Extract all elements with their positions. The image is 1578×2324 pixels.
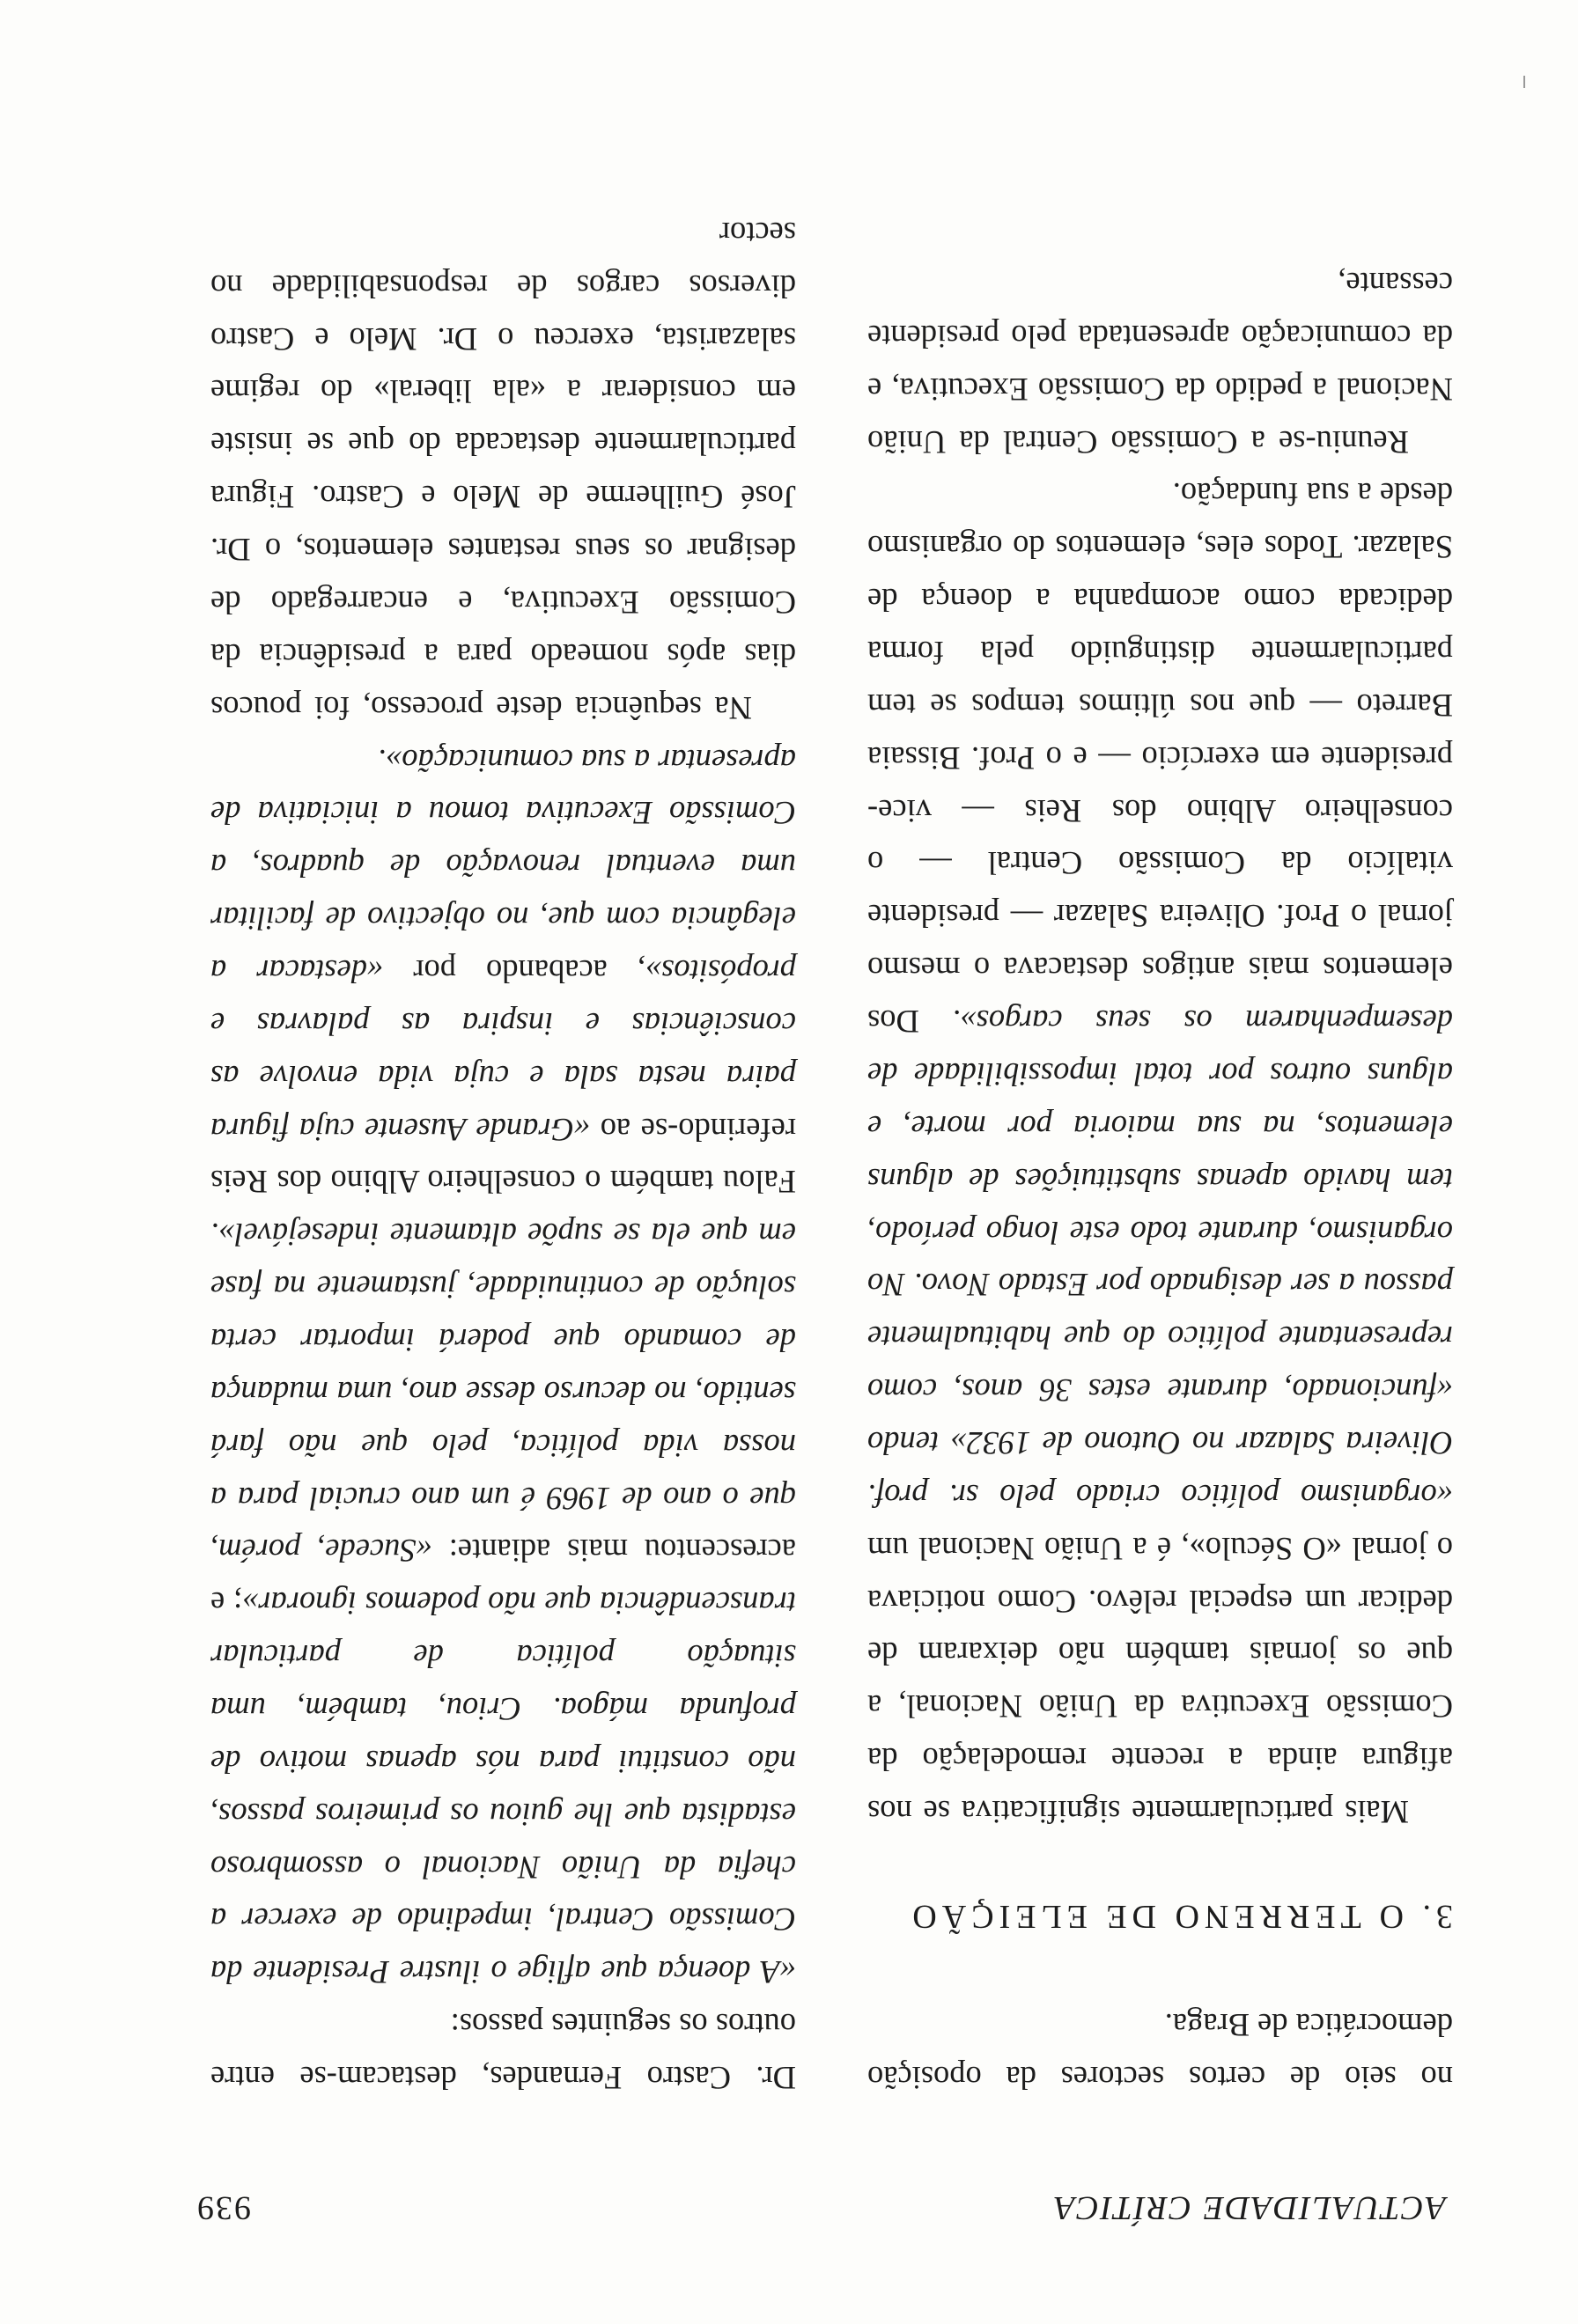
paragraph-text: Dos elementos mais antigos destacava o mesmo jornal o Prof. Oliveira Salazar — presidente vitalício da Comissão Central — o conselheiro Albino dos Reis — vice-presidente em exercício — e o Prof. Bissaia Barreto — que nos últimos tempos se tem particularmente distinguido pela forma dedicada como acompanha a doença de Salazar. Todos eles, elementos do organismo desde a sua fundação. bbox=[867, 476, 1453, 1041]
paragraph-text: Mais particularmente significativa se nos afigura ainda a recente remodelação da Comissão Executiva da União Nacional, a que os jornais também não deixaram de dedicar um especial relêvo. Como noticiava o jornal «O Século», é a União Nacional um bbox=[867, 1530, 1453, 1830]
quotation: «Sucede, porém, que o ano de 1969 é um ano crucial para a nossa vida política, pelo que não fará sentido, no decurso desse ano, uma mudança de comando que poderá importar certa solução de continuidade, justamente na fase em que ela se supõe altamente indesejável». bbox=[210, 1217, 796, 1570]
paragraph-text: , acabando por bbox=[383, 952, 645, 989]
paragraph: Na sequência deste processo, foi poucos dias após nomeado para a presidência da Comissão Executiva, e encarregado de designar os seus restantes elementos, o Dr. José Guilherme de Melo e Castro. Figura particularmente destacada do que se insiste em considerar a «ala liberal» do regime salazarista, exerceu o Dr. Melo e Castro diversos cargos de responsabilidade no sector bbox=[210, 215, 796, 726]
paragraph: Reuniu-se a Comissão Central da União Nacional a pedido da Comissão Executiva, e da comunicação apresentada pelo presidente cessante, bbox=[867, 266, 1453, 460]
paragraph-text: Falou também o conselheiro Albino dos Reis referindo-se ao bbox=[210, 1111, 796, 1201]
running-title: ACTUALIDADE CRÍTICA bbox=[1052, 2189, 1446, 2226]
quotation: «Grande Ausente cuja figura paira nesta sala e cuja vida envolve as consciências e inspira as palavras e propósitos» bbox=[210, 952, 796, 1148]
paragraph-continuation: Dr. Castro Fernandes, destacam-se entre outros os seguintes passos: bbox=[210, 2007, 796, 2096]
quotation: «destacar a elegância com que, no objectivo de facilitar uma eventual renovação de quadros, a Comissão Executiva tomou a iniciativa de apresentar a sua comunicação». bbox=[210, 742, 796, 989]
scan-mark bbox=[1523, 76, 1525, 88]
section-heading: 3. O TERRENO DE ELEIÇÃO bbox=[907, 1898, 1453, 1936]
page-number: 939 bbox=[195, 2189, 251, 2226]
left-column bbox=[867, 257, 1453, 2104]
page-header bbox=[195, 2183, 1446, 2227]
paragraph-text: ; e acrescentou mais adiante: bbox=[210, 1533, 796, 1622]
paragraph-continuation: no seio de certos sectores da oposição democrática de Braga. bbox=[867, 2007, 1453, 2096]
quotation: «A doença que aflige o ilustre Presidente da Comissão Central, impedindo de exercer a chefia da União Nacional o assombroso estadista que lhe guiou os primeiros passos, não constitui para nós apenas motivo de profunda mágoa. Criou, também, uma situação política de particular transcendência que não podemos ignorar» bbox=[210, 1585, 796, 1991]
paragraph bbox=[210, 734, 796, 1999]
quotation: «organismo político criado pelo sr. prof. Oliveira Salazar no Outono de 1932» tendo «funcionado, durante estes 36 anos, como representante político do que habitualmente passou a ser designado por Estado Novo. No organismo, durante todo este longo período, tem havido apenas substituições de alguns elementos, na sua maioria por morte, e alguns outros por total impossibilidade de desempenharem os seus cargos». bbox=[867, 1004, 1453, 1514]
paragraph bbox=[867, 468, 1453, 1838]
right-column bbox=[210, 207, 796, 2104]
